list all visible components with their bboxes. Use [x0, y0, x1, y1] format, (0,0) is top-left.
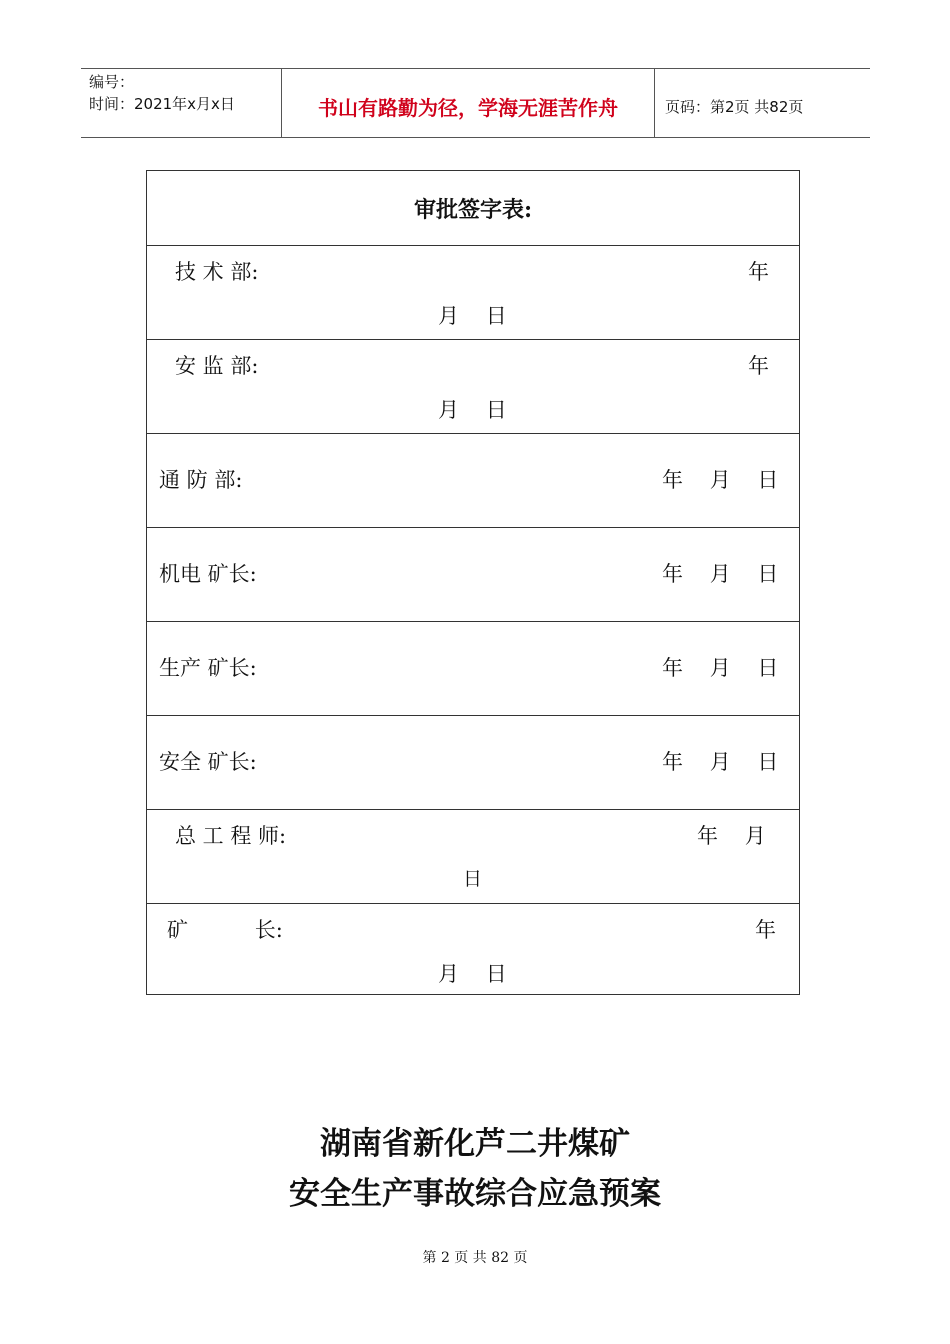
approval-table: [146, 170, 800, 995]
table-row: [147, 434, 799, 528]
row-label: 机电 矿长:: [159, 562, 257, 586]
row-month-day: 月 日: [438, 962, 507, 986]
approval-title: 审批签字表:: [413, 197, 533, 223]
table-row: [147, 246, 799, 340]
row-label: 生产 矿长:: [159, 656, 257, 680]
row-year: 年: [755, 918, 776, 942]
row-label: 总 工 程 师:: [175, 824, 287, 848]
row-label: 通 防 部:: [159, 468, 243, 492]
row-date: 年 月 日: [662, 562, 779, 586]
row-date: 年 月 日: [662, 468, 779, 492]
table-row: [147, 904, 799, 996]
header-meta: [81, 69, 281, 137]
table-row: [147, 622, 799, 716]
footer-page-number: 第 2 页 共 82 页: [422, 1250, 528, 1266]
row-label: 安全 矿长:: [159, 750, 257, 774]
row-year: 年: [748, 260, 769, 284]
row-day: 日: [463, 868, 483, 890]
row-label: 安 监 部:: [175, 354, 259, 378]
row-month-day: 月 日: [438, 304, 507, 328]
row-year: 年: [748, 354, 769, 378]
header-page-info: 页码：第2页 共82页: [665, 97, 804, 116]
document-title-line2: 安全生产事故综合应急预案: [289, 1176, 661, 1212]
row-date: 年 月 日: [662, 750, 779, 774]
row-label: 技 术 部:: [175, 260, 259, 284]
approval-title-row: [147, 171, 799, 246]
number-label: 编号：: [89, 73, 135, 91]
page-header: [81, 68, 870, 138]
document-title-line1: 湖南省新化芦二井煤矿: [320, 1126, 630, 1162]
row-month-day: 月 日: [438, 398, 507, 422]
time-label: 时间：2021年x月x日: [89, 95, 235, 113]
table-row: [147, 528, 799, 622]
header-motto: 书山有路勤为径，学海无涯苦作舟: [281, 69, 655, 137]
table-row: [147, 716, 799, 810]
row-label: 矿 长:: [167, 918, 283, 942]
table-row: [147, 340, 799, 434]
row-date: 年 月 日: [662, 656, 779, 680]
row-year-month: 年 月: [697, 824, 766, 848]
table-row: [147, 810, 799, 904]
